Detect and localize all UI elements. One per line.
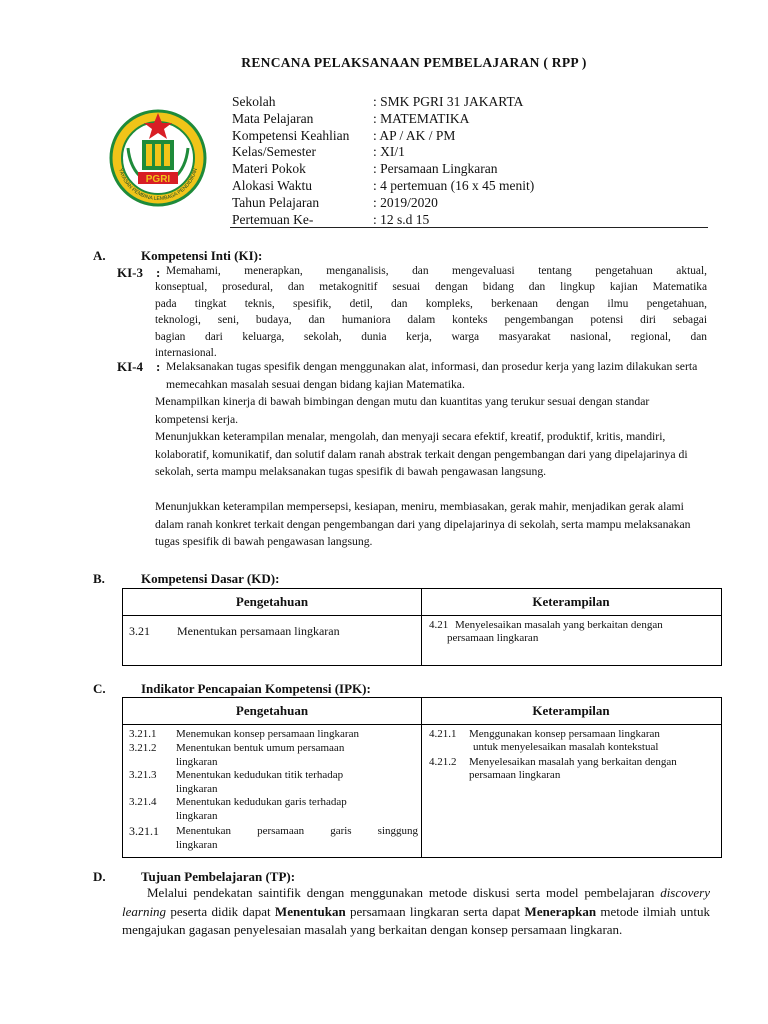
identity-value: : SMK PGRI 31 JAKARTA xyxy=(373,94,524,109)
logo-text: PGRI xyxy=(145,174,171,185)
kd-left-code: 3.21 xyxy=(129,624,150,638)
identity-label: Kelas/Semester xyxy=(232,144,316,160)
ipk-header-pengetahuan: Pengetahuan xyxy=(235,703,309,718)
ipk-header-keterampilan: Keterampilan xyxy=(532,703,610,718)
ki4-label: KI-4 xyxy=(117,359,143,374)
kd-header-pengetahuan: Pengetahuan xyxy=(235,594,309,609)
ki3-line: teknologi, seni, budaya, dan humaniora dalam konteks pengembangan potensi diri sebagai xyxy=(155,314,707,327)
identity-value: : 4 pertemuan (16 x 45 menit) xyxy=(373,178,535,193)
ki3-colon: : xyxy=(156,265,161,280)
identity-label: Mata Pelajaran xyxy=(232,110,314,126)
identity-value: : XI/1 xyxy=(373,144,405,160)
identity-row xyxy=(232,195,702,211)
identity-value: : Persamaan Lingkaran xyxy=(373,161,498,177)
ki3-line: pada tingkat teknis, spesifik, detil, dan kompleks, berkenaan dengan ilmu pengetahuan, xyxy=(155,297,707,310)
identity-label: Sekolah xyxy=(232,94,276,109)
kd-left-text: Menentukan persamaan lingkaran xyxy=(177,624,340,638)
ipk-left-text-2: lingkaran xyxy=(176,839,218,851)
ipk-right-text-2: untuk menyelesaikan masalah kontekstual xyxy=(473,741,659,753)
ipk-left-text-2: lingkaran xyxy=(176,756,218,768)
ki4-paragraph-1: Melaksanakan tugas spesifik dengan menggunakan alat, informasi, dan prosedur kerja yang lazim dilakukan serta memecahkan masalah sesuai dengan bidang kajian Matematika. xyxy=(166,360,698,391)
pgri-logo xyxy=(108,108,208,208)
identity-value: : AP / AK / PM xyxy=(373,127,456,143)
ipk-right-text: Menyelesaikan masalah yang berkaitan dengan xyxy=(469,756,677,768)
ki4-colon: : xyxy=(156,359,161,374)
logo-ring-text: YAYASAN PEMBINA LEMBAGA PENDIDIKAN xyxy=(117,167,199,203)
identity-label: Tahun Pelajaran xyxy=(232,194,320,210)
ki3-line: bagian dari keluarga, sekolah, dunia kerja, warga masyarakat nasional, regional, dan xyxy=(155,330,707,343)
ipk-right-code: 4.21.2 xyxy=(429,756,457,768)
identity-row xyxy=(232,144,702,160)
identity-row xyxy=(232,111,702,127)
identity-row xyxy=(232,161,702,177)
ki4-paragraph-3: Menunjukkan keterampilan menalar, mengolah, dan menyaji secara efektif, kreatif, produktif, kritis, mandiri, kolaboratif, komunikatif, dan solutif dalam ranah abstrak terkait dengan pengembangan dari yang dipelajarinya di sekolah, serta mampu melaksanakan tugas spesifik di bawah pengawasan langsung. xyxy=(155,430,688,479)
header-divider xyxy=(230,227,708,228)
ipk-right-text-2: persamaan lingkaran xyxy=(469,769,561,781)
ki4-paragraph-4: Menunjukkan keterampilan mempersepsi, kesiapan, meniru, membiasakan, gerak mahir, menjadikan gerak alami dalam ranah konkret terkait dengan pengembangan dari yang dipelajarinya di sekolah, serta mampu melaksanakan tugas spesifik di bawah pengawasan langsung. xyxy=(155,500,691,549)
ipk-left-text: Menentukan bentuk umum persamaan xyxy=(176,742,345,754)
identity-row xyxy=(232,178,702,194)
kd-right-text: Menyelesaikan masalah yang berkaitan dengan xyxy=(455,619,663,631)
identity-row xyxy=(232,94,702,110)
kd-right-text-2: persamaan lingkaran xyxy=(447,632,539,644)
identity-value: : 12 s.d 15 xyxy=(373,211,430,227)
ki3-line: konseptual, prosedural, dan metakognitif sesuai dengan bidang dan lingkup kajian Matematika xyxy=(155,281,707,294)
ipk-left-code: 3.21.4 xyxy=(129,796,157,808)
identity-label: Kompetensi Keahlian xyxy=(232,127,350,143)
ipk-left-text: Menentukan persamaan garis singgung xyxy=(176,825,418,837)
identity-label: Materi Pokok xyxy=(232,161,306,177)
identity-value: : 2019/2020 xyxy=(373,194,438,210)
tp-paragraph: Melalui pendekatan saintifik dengan menggunakan metode diskusi serta model pembelajaran discovery learning peserta didik dapat Menentukan persamaan lingkaran serta dapat Menerapkan metode ilmiah untuk mengajukan gagasan penyelesaian masalah yang berkaitan dengan konsep persamaan lingkaran. xyxy=(122,885,711,937)
ipk-left-code: 3.21.2 xyxy=(129,742,157,754)
ipk-table xyxy=(122,697,722,858)
ipk-right-text: Menggunakan konsep persamaan lingkaran xyxy=(469,728,660,740)
ipk-left-text: Menentukan kedudukan titik terhadap xyxy=(176,769,344,781)
kd-header-keterampilan: Keterampilan xyxy=(532,594,610,609)
ki3-label: KI-3 xyxy=(117,265,143,280)
ipk-right-code: 4.21.1 xyxy=(429,728,457,740)
identity-value: : MATEMATIKA xyxy=(373,110,470,126)
identity-label: Alokasi Waktu xyxy=(232,178,313,193)
identity-row xyxy=(232,212,702,228)
kd-table xyxy=(122,588,722,666)
ki3-line-last: internasional. xyxy=(155,347,217,359)
ipk-left-code: 3.21.1 xyxy=(129,824,159,838)
ipk-left-code: 3.21.1 xyxy=(129,728,157,740)
ipk-left-text: Menentukan kedudukan garis terhadap xyxy=(176,796,347,808)
ipk-left-code: 3.21.3 xyxy=(129,769,157,781)
identity-row xyxy=(232,128,702,144)
ipk-left-text-2: lingkaran xyxy=(176,810,218,822)
ipk-left-text: Menemukan konsep persamaan lingkaran xyxy=(176,728,359,740)
ki3-line: Memahami, menerapkan, menganalisis, dan mengevaluasi tentang pengetahuan aktual, xyxy=(166,265,707,277)
ipk-left-text-2: lingkaran xyxy=(176,783,218,795)
document-title: RENCANA PELAKSANAAN PEMBELAJARAN ( RPP ) xyxy=(241,55,587,70)
identity-label: Pertemuan Ke- xyxy=(232,211,314,227)
ki4-paragraph-2: Menampilkan kinerja di bawah bimbingan dengan mutu dan kuantitas yang terukur sesuai dengan standar kompetensi kerja. xyxy=(155,395,650,426)
kd-right-code: 4.21 xyxy=(429,619,449,631)
